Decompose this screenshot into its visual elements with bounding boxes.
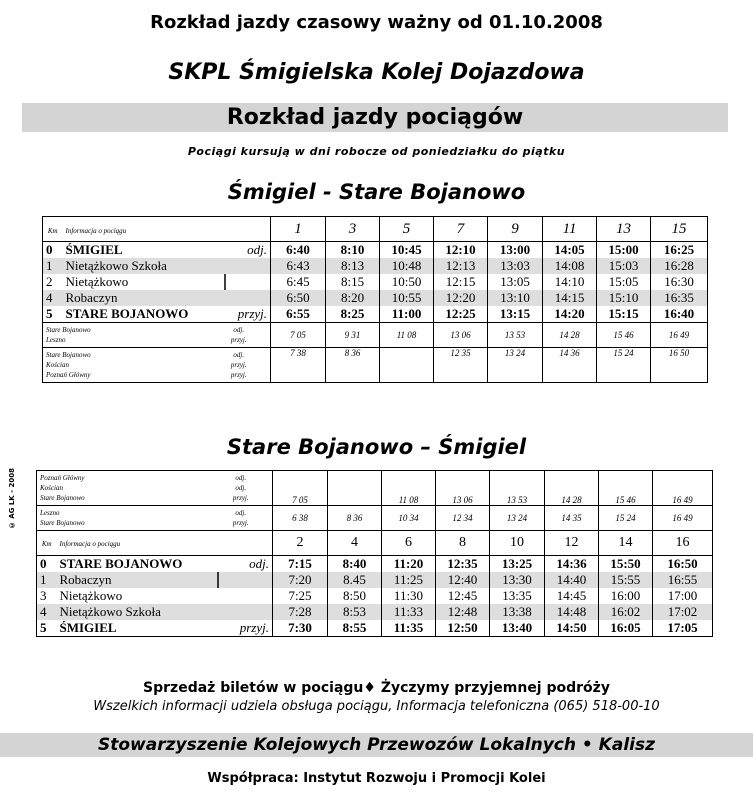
connection-time — [380, 348, 434, 383]
time-cell: 13:10 — [488, 290, 543, 306]
time-cell: 6:40 — [271, 242, 326, 259]
time-cell: 8:10 — [326, 242, 380, 259]
time-cell: 15:10 — [597, 290, 651, 306]
time-cell: 14:15 — [543, 290, 597, 306]
time-cell: 17:02 — [653, 604, 713, 620]
time-cell: 12:45 — [436, 588, 490, 604]
time-cell: 15:50 — [599, 556, 653, 573]
time-cell: 8:53 — [328, 604, 382, 620]
station-name: ŚMIGIEL — [63, 242, 208, 259]
mark-cell — [208, 290, 271, 306]
train-number: 2 — [273, 531, 328, 556]
train-number: 15 — [651, 217, 708, 242]
connection-marks: odj. przyj. — [210, 506, 273, 531]
time-cell: 15:15 — [597, 306, 651, 323]
station-name: ŚMIGIEL — [57, 620, 210, 637]
connection-row — [43, 323, 708, 348]
station-name: Nietążkowo — [59, 588, 123, 603]
time-cell: 11:30 — [382, 588, 436, 604]
connection-time: 12 35 — [434, 348, 488, 383]
direction-arrow-icon — [213, 572, 223, 588]
connection-time: 13 24 — [488, 348, 543, 383]
time-cell: 14:36 — [545, 556, 599, 573]
time-cell: 15:00 — [597, 242, 651, 259]
time-cell: 12:10 — [434, 242, 488, 259]
time-cell: 13:05 — [488, 274, 543, 290]
time-cell: 14:50 — [545, 620, 599, 637]
time-cell: 6:55 — [271, 306, 326, 323]
train-number: 12 — [545, 531, 599, 556]
time-cell: 11:35 — [382, 620, 436, 637]
time-cell: 14:48 — [545, 604, 599, 620]
connection-time: 11 08 — [380, 323, 434, 348]
connection-time: 13 53 — [490, 471, 545, 506]
time-cell: 12:48 — [436, 604, 490, 620]
time-cell: 11:25 — [382, 572, 436, 588]
table-row — [43, 242, 708, 259]
time-cell: 17:05 — [653, 620, 713, 637]
km-cell: 4 — [37, 604, 57, 620]
time-cell: 14:40 — [545, 572, 599, 588]
station-name: Nietążkowo — [65, 274, 129, 289]
time-cell: 7:30 — [273, 620, 328, 637]
connection-time: 14 28 — [543, 323, 597, 348]
info-label: Informacja o pociągu — [65, 226, 127, 235]
train-number: 7 — [434, 217, 488, 242]
time-cell: 8:55 — [328, 620, 382, 637]
time-cell: 16:50 — [653, 556, 713, 573]
time-cell: 16:35 — [651, 290, 708, 306]
connection-time: 16 49 — [653, 506, 713, 531]
time-cell: 6:43 — [271, 258, 326, 274]
time-cell: 14:05 — [543, 242, 597, 259]
connection-time: 7 05 — [273, 471, 328, 506]
connection-time: 8 36 — [326, 348, 380, 383]
km-cell: 3 — [37, 588, 57, 604]
connection-stations: Stare Bojanowo Kościan Poznań Główny — [43, 348, 208, 383]
table-row — [37, 588, 713, 604]
time-cell: 12:13 — [434, 258, 488, 274]
ticket-sales-line: Sprzedaż biletów w pociągu♦ Życzymy przyjemnej podróży — [143, 680, 610, 696]
validity-line: Rozkład jazdy czasowy ważny od 01.10.2008 — [150, 12, 603, 33]
connection-time: 14 36 — [543, 348, 597, 383]
cooperation-line: Współpraca: Instytut Rozwoju i Promocji Kolei — [207, 771, 546, 786]
time-cell: 13:15 — [488, 306, 543, 323]
connection-time: 13 53 — [488, 323, 543, 348]
time-cell: 13:40 — [490, 620, 545, 637]
mark-cell: przyj. — [210, 620, 273, 637]
km-cell: 1 — [43, 258, 63, 274]
connection-row — [37, 506, 713, 531]
table-row — [37, 572, 713, 588]
time-cell: 15:55 — [599, 572, 653, 588]
time-cell: 13:25 — [490, 556, 545, 573]
connection-time: 8 36 — [328, 506, 382, 531]
station-name: Robaczyn — [57, 572, 210, 588]
time-cell: 16:05 — [599, 620, 653, 637]
association-band: Stowarzyszenie Kolejowych Przewozów Lokalnych • Kalisz — [0, 733, 753, 757]
time-cell: 14:08 — [543, 258, 597, 274]
time-cell: 8:15 — [326, 274, 380, 290]
timetable-2 — [36, 470, 713, 637]
connection-stations: Leszno Stare Bojanowo — [37, 506, 210, 531]
time-cell: 10:48 — [380, 258, 434, 274]
time-cell: 14:20 — [543, 306, 597, 323]
time-cell: 11:20 — [382, 556, 436, 573]
train-number: 14 — [599, 531, 653, 556]
time-cell: 14:10 — [543, 274, 597, 290]
time-cell: 6:50 — [271, 290, 326, 306]
connection-time — [328, 471, 382, 506]
connection-time: 15 24 — [597, 348, 651, 383]
time-cell: 7:15 — [273, 556, 328, 573]
mark-cell — [208, 274, 271, 290]
connection-stations: Stare Bojanowo Leszno — [43, 323, 208, 348]
km-label: Km — [47, 226, 58, 235]
km-label: Km — [41, 540, 52, 548]
time-cell: 8.45 — [328, 572, 382, 588]
train-number: 5 — [380, 217, 434, 242]
service-days-note: Pociągi kursują w dni robocze od poniedziałku do piątku — [187, 145, 566, 158]
table-row — [43, 258, 708, 274]
time-cell: 16:30 — [651, 274, 708, 290]
table-row — [37, 604, 713, 620]
km-cell: 0 — [37, 556, 57, 573]
connection-time: 7 05 — [271, 323, 326, 348]
time-cell: 12:40 — [436, 572, 490, 588]
connection-marks: odj. przyj. — [208, 323, 271, 348]
time-cell: 8:20 — [326, 290, 380, 306]
connection-time: 16 49 — [653, 471, 713, 506]
km-cell: 0 — [43, 242, 63, 259]
timetable-1 — [42, 216, 708, 383]
time-cell: 16:25 — [651, 242, 708, 259]
station-name: STARE BOJANOWO — [57, 556, 210, 573]
time-cell: 7:20 — [273, 572, 328, 588]
km-cell: 5 — [43, 306, 63, 323]
connection-time: 9 31 — [326, 323, 380, 348]
connection-row — [43, 348, 708, 383]
connection-time: 13 24 — [490, 506, 545, 531]
mark-cell — [210, 588, 273, 604]
operator-title: SKPL Śmigielska Kolej Dojazdowa — [168, 60, 585, 85]
time-cell: 8:50 — [328, 588, 382, 604]
table-row — [43, 306, 708, 323]
time-cell: 16:55 — [653, 572, 713, 588]
connection-time: 13 06 — [434, 323, 488, 348]
time-cell: 7:28 — [273, 604, 328, 620]
train-number: 13 — [597, 217, 651, 242]
table-row — [43, 274, 708, 290]
time-cell: 11:00 — [380, 306, 434, 323]
time-cell: 16:00 — [599, 588, 653, 604]
time-cell: 7:25 — [273, 588, 328, 604]
time-cell: 8:40 — [328, 556, 382, 573]
train-number: 6 — [382, 531, 436, 556]
connection-time: 7 38 — [271, 348, 326, 383]
train-number: 11 — [543, 217, 597, 242]
time-cell: 13:00 — [488, 242, 543, 259]
time-cell: 6:45 — [271, 274, 326, 290]
km-cell: 4 — [43, 290, 63, 306]
route-title-2: Stare Bojanowo – Śmigiel — [226, 435, 527, 459]
connection-stations: Poznań Główny Kościan Stare Bojanowo — [37, 471, 210, 506]
train-number: 16 — [653, 531, 713, 556]
connection-time: 15 46 — [597, 323, 651, 348]
connection-time: 10 34 — [382, 506, 436, 531]
time-cell: 13:38 — [490, 604, 545, 620]
time-cell: 13:03 — [488, 258, 543, 274]
time-cell: 14:45 — [545, 588, 599, 604]
connection-time: 16 49 — [651, 323, 708, 348]
time-cell: 12:15 — [434, 274, 488, 290]
train-number-header — [37, 531, 713, 556]
connection-time: 12 34 — [436, 506, 490, 531]
time-cell: 13:35 — [490, 588, 545, 604]
time-cell: 13:30 — [490, 572, 545, 588]
mark-cell: przyj. — [208, 306, 271, 323]
connection-marks: odj. odj. przyj. — [210, 471, 273, 506]
connection-time: 15 24 — [599, 506, 653, 531]
route-title-1: Śmigiel - Stare Bojanowo — [227, 180, 526, 204]
time-cell: 12:20 — [434, 290, 488, 306]
km-cell: 5 — [37, 620, 57, 637]
time-cell: 16:28 — [651, 258, 708, 274]
time-cell: 10:45 — [380, 242, 434, 259]
time-cell: 15:05 — [597, 274, 651, 290]
mark-cell — [210, 604, 273, 620]
connection-marks: odj. przyj. przyj. — [208, 348, 271, 383]
train-number: 4 — [328, 531, 382, 556]
connection-time: 15 46 — [599, 471, 653, 506]
copyright-side-text: © AG LK - 2008 — [8, 468, 16, 530]
station-name: STARE BOJANOWO — [63, 306, 208, 323]
train-number: 9 — [488, 217, 543, 242]
mark-cell — [210, 572, 273, 588]
table-row — [37, 620, 713, 637]
connection-time: 14 28 — [545, 471, 599, 506]
time-cell: 12:25 — [434, 306, 488, 323]
connection-time: 14 35 — [545, 506, 599, 531]
mark-cell: odj. — [208, 242, 271, 259]
station-name: Nietążkowo Szkoła — [63, 258, 208, 274]
km-cell: 1 — [37, 572, 57, 588]
station-name: Robaczyn — [63, 290, 208, 306]
connection-row — [37, 471, 713, 506]
table-row — [43, 290, 708, 306]
table-row — [37, 556, 713, 573]
mark-cell — [208, 258, 271, 274]
time-cell: 15:03 — [597, 258, 651, 274]
timetable-title-band: Rozkład jazdy pociągów — [22, 103, 728, 132]
direction-arrow-icon — [220, 274, 230, 290]
time-cell: 16:40 — [651, 306, 708, 323]
train-number-header — [43, 217, 708, 242]
mark-cell: odj. — [210, 556, 273, 573]
time-cell: 10:50 — [380, 274, 434, 290]
train-number: 3 — [326, 217, 380, 242]
time-cell: 11:33 — [382, 604, 436, 620]
km-cell: 2 — [43, 274, 63, 290]
time-cell: 12:35 — [436, 556, 490, 573]
train-number: 8 — [436, 531, 490, 556]
time-cell: 16:02 — [599, 604, 653, 620]
train-number: 10 — [490, 531, 545, 556]
info-label: Informacja o pociągu — [59, 540, 121, 548]
connection-time: 11 08 — [382, 471, 436, 506]
time-cell: 17:00 — [653, 588, 713, 604]
station-name: Nietążkowo Szkoła — [57, 604, 210, 620]
connection-time: 13 06 — [436, 471, 490, 506]
time-cell: 8:13 — [326, 258, 380, 274]
time-cell: 8:25 — [326, 306, 380, 323]
connection-time: 16 50 — [651, 348, 708, 383]
time-cell: 10:55 — [380, 290, 434, 306]
connection-time: 6 38 — [273, 506, 328, 531]
contact-info-line: Wszelkich informacji udziela obsługa pociągu, Informacja telefoniczna (065) 518-00-10 — [93, 699, 660, 714]
time-cell: 12:50 — [436, 620, 490, 637]
train-number: 1 — [271, 217, 326, 242]
